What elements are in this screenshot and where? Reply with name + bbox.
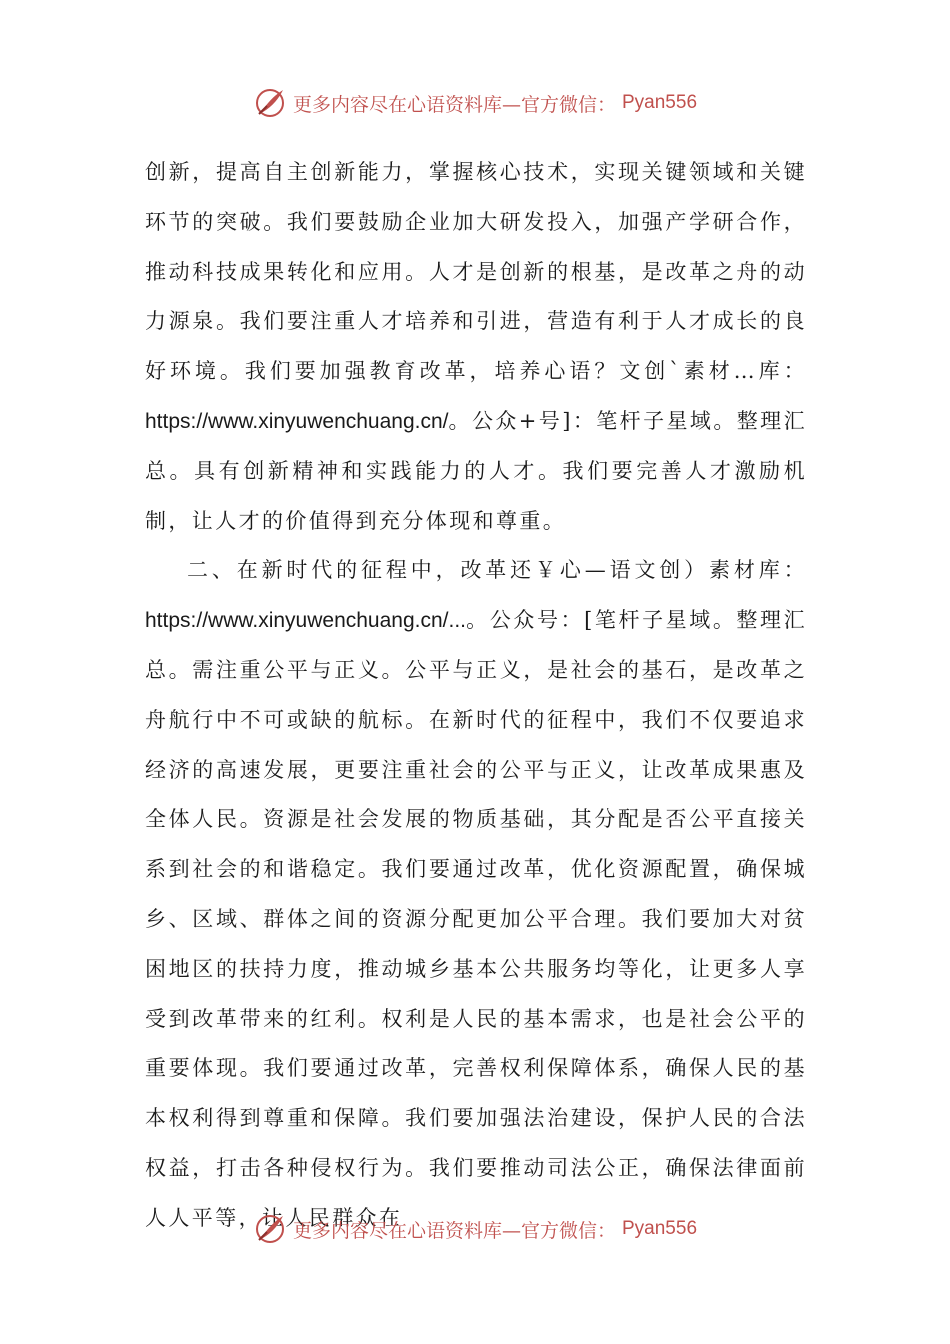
wechat-id: Pyan556 [622,92,698,113]
paragraph-1: 创新，提高自主创新能力，掌握核心技术，实现关键领域和关键环节的突破。我们要鼓励企业加大研发投入，加强产学研合作，推动科技成果转化和应用。人才是创新的根基，是改革之舟的动力源泉。我们要注重人才培养和引进，营造有利于人才成长的良好环境。我们要加强教育改革，培养心语？文创`素材…库：https://www.xinyuwenchuang.cn/。公众+号]：笔杆子星域。整理汇总。具有创新精神和实践能力的人才。我们要完善人才激励机制，让人才的价值得到充分体现和尊重。 [145,160,807,533]
document-body [145,148,807,1244]
url-text: https://www.xinyuwenchuang.cn/... [145,609,466,633]
banner-text: 更多内容尽在心语资料库—官方微信： [292,1219,616,1242]
url-text: https://www.xinyuwenchuang.cn/ [145,409,449,433]
feather-quill-icon [253,86,287,120]
banner-text: 更多内容尽在心语资料库—官方微信： [292,93,616,116]
feather-quill-icon [253,1212,287,1246]
paragraph-2: 二、在新时代的征程中，改革还￥心—语文创）素材库：https://www.xinyuwenchuang.cn/...。公众号：[笔杆子星域。整理汇总。需注重公平与正义。公平与正义，是社会的基石，是改革之舟航行中不可或缺的航标。在新时代的征程中，我们不仅要追求经济的高速发展，更要注重社会的公平与正义，让改革成果惠及全体人民。资源是社会发展的物质基础，其分配是否公平直接关系到社会的和谐稳定。我们要通过改革，优化资源配置，确保城乡、区域、群体之间的资源分配更加公平合理。我们要加大对贫困地区的扶持力度，推动城乡基本公共服务均等化，让更多人享受到改革带来的红利。权利是人民的基本需求，也是社会公平的重要体现。我们要通过改革，完善权利保障体系，确保人民的基本权利得到尊重和保障。我们要加强法治建设，保护人民的合法权益，打击各种侵权行为。我们要推动司法公正，确保法律面前人人平等，让人民群众在 [145,558,807,1230]
wechat-id: Pyan556 [622,1218,698,1239]
header-banner [0,86,950,120]
footer-banner [0,1212,950,1246]
